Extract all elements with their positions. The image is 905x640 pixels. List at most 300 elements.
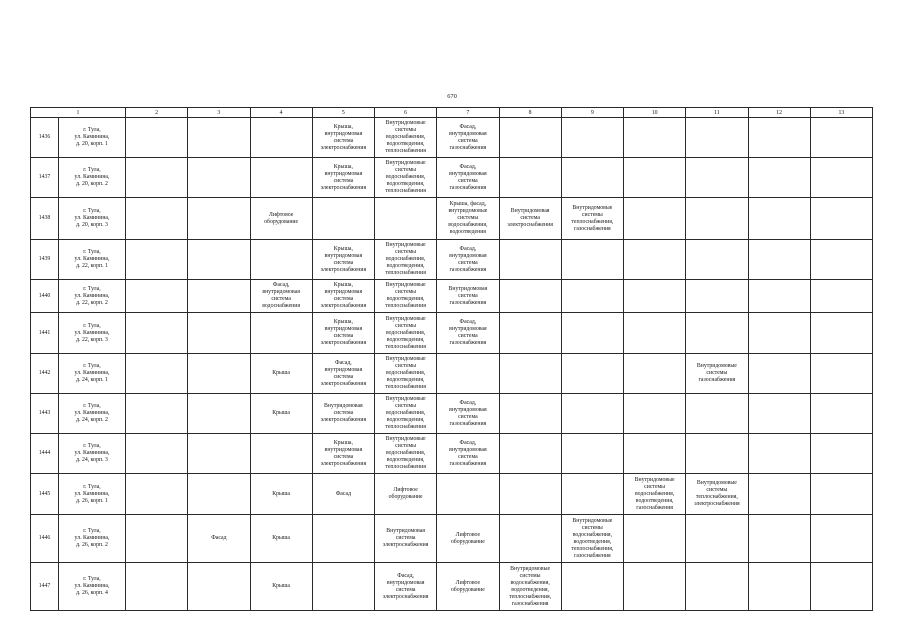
row-number: 1445 <box>31 474 59 515</box>
cell-line: теплоснабжения <box>385 148 426 154</box>
cell-line: системы <box>706 487 728 493</box>
cell-line: системы <box>581 211 603 218</box>
cell-col-10 <box>624 563 686 611</box>
cell-line: Крыша, <box>333 319 353 325</box>
cell-line: оборудование <box>388 494 423 500</box>
cell-line: Внутридомовые <box>385 160 426 166</box>
cell-line: газоснабжения <box>636 504 673 511</box>
cell-col-8 <box>499 118 561 158</box>
cell-line: теплоснабжения <box>385 464 426 470</box>
column-number-row <box>31 108 873 118</box>
cell-line: система <box>333 137 354 144</box>
cell-line: Внутридомовые <box>385 120 426 126</box>
cell-col-11 <box>686 240 748 280</box>
cell-line: внутридомовая <box>449 252 487 259</box>
cell-line: Внутридомовые <box>634 476 675 483</box>
cell-col-4 <box>250 240 312 280</box>
cell-col-6 <box>375 394 437 434</box>
column-header-2: 2 <box>126 108 188 118</box>
cell-col-7 <box>437 474 499 515</box>
cell-col-9 <box>561 394 623 434</box>
cell-col-7 <box>437 354 499 394</box>
cell-line: Фасад, <box>459 123 477 130</box>
cell-line: Фасад, <box>459 399 477 406</box>
address-line: д. 20, корп. 1 <box>76 141 108 147</box>
cell-line: оборудование <box>264 218 299 225</box>
cell-line: Крыша, <box>333 245 353 252</box>
cell-col-2 <box>126 240 188 280</box>
cell-line: система <box>458 453 478 460</box>
cell-line: теплоснабжения <box>385 270 426 276</box>
cell-line: электроснабжения <box>320 380 367 387</box>
cell-col-7 <box>437 118 499 158</box>
cell-line: водоотведения, <box>386 296 425 302</box>
cell-line: системы <box>395 167 417 173</box>
cell-col-5 <box>312 280 374 313</box>
cell-line: водоснабжения, <box>385 329 426 336</box>
cell-col-13 <box>810 394 872 434</box>
cell-col-13 <box>810 198 872 240</box>
cell-line: системы <box>395 289 417 295</box>
cell-line: внутридомовая <box>324 130 363 137</box>
cell-line: водоснабжения, <box>634 490 675 497</box>
cell-line: водоотведения, <box>386 336 425 343</box>
address-line: г. Тула, <box>83 127 101 133</box>
cell-col-10 <box>624 240 686 280</box>
cell-line: электроснабжения <box>320 460 367 467</box>
cell-col-9 <box>561 474 623 515</box>
cell-line: внутридомовая <box>449 446 487 453</box>
cell-col-12 <box>748 313 810 354</box>
cell-line: Внутридомовые <box>385 242 426 248</box>
cell-line: водоснабжения, <box>385 410 426 416</box>
address-line: ул. Каминина, <box>74 174 110 180</box>
cell-col-9 <box>561 240 623 280</box>
address-line: д. 26, корп. 2 <box>76 542 108 548</box>
cell-col-6 <box>375 354 437 394</box>
cell-col-3 <box>188 313 250 354</box>
cell-col-2 <box>126 563 188 611</box>
cell-line: электроснабжения <box>382 593 429 600</box>
table-row <box>31 515 873 563</box>
cell-line: оборудование <box>450 538 485 545</box>
row-number: 1447 <box>31 563 59 611</box>
cell-line: электроснабжения <box>382 542 429 548</box>
cell-line: Внутридомовые <box>510 565 551 572</box>
address-line: г. Тула, <box>83 483 101 490</box>
cell-line: внутридомовая <box>324 289 363 295</box>
cell-line: Внутридомовая <box>510 208 550 214</box>
column-header-9: 9 <box>561 108 623 118</box>
cell-line: Внутридомовые <box>385 356 426 362</box>
cell-line: теплоснабжения, <box>571 218 614 225</box>
cell-col-12 <box>748 434 810 474</box>
cell-col-10 <box>624 313 686 354</box>
table-row <box>31 563 873 611</box>
cell-col-8 <box>499 563 561 611</box>
column-header-5: 5 <box>312 108 374 118</box>
cell-col-7 <box>437 563 499 611</box>
cell-line: газоснабжения <box>449 420 487 427</box>
table-row <box>31 434 873 474</box>
cell-col-9 <box>561 158 623 198</box>
cell-line: водоотведения, <box>635 497 674 504</box>
cell-line: Крыша <box>272 490 290 497</box>
cell-col-4 <box>250 158 312 198</box>
row-number: 1436 <box>31 118 59 158</box>
table-row <box>31 118 873 158</box>
cell-col-5 <box>312 563 374 611</box>
cell-line: Внутридомовые <box>572 204 613 211</box>
cell-line: теплоснабжения <box>385 188 426 194</box>
cell-line: электроснабжения <box>320 340 367 346</box>
cell-col-9 <box>561 434 623 474</box>
cell-line: Фасад, <box>459 319 477 325</box>
cell-col-11 <box>686 313 748 354</box>
address-line: д. 24, корп. 2 <box>76 417 108 423</box>
cell-line: газоснабжения <box>449 460 487 467</box>
cell-line: система <box>395 535 416 541</box>
cell-col-12 <box>748 118 810 158</box>
cell-line: водоотведения, <box>573 538 612 545</box>
cell-col-13 <box>810 280 872 313</box>
cell-line: система <box>458 137 478 144</box>
column-header-13: 13 <box>810 108 872 118</box>
cell-line: Лифтовое <box>268 211 294 218</box>
address-line: ул. Каминина, <box>74 134 110 140</box>
cell-col-11 <box>686 280 748 313</box>
row-number: 1441 <box>31 313 59 354</box>
cell-line: Внутридомовые <box>385 436 426 442</box>
cell-col-5 <box>312 434 374 474</box>
cell-col-2 <box>126 118 188 158</box>
address-line: д. 22, корп. 1 <box>76 263 108 269</box>
cell-line: система <box>520 215 540 221</box>
cell-line: водоснабжения, <box>385 256 426 262</box>
column-header-12: 12 <box>748 108 810 118</box>
cell-col-2 <box>126 394 188 434</box>
address-line: ул. Каминина, <box>74 535 110 541</box>
cell-line: газоснабжения <box>511 600 549 607</box>
table-body <box>31 118 873 611</box>
column-header-6: 6 <box>375 108 437 118</box>
cell-line: внутридомовая <box>324 326 363 332</box>
cell-line: система <box>271 296 291 302</box>
cell-col-4 <box>250 118 312 158</box>
cell-line: водоотведения <box>449 229 486 235</box>
address-line: г. Тула, <box>83 322 101 329</box>
cell-col-10 <box>624 394 686 434</box>
cell-line: система <box>333 373 354 380</box>
cell-col-3 <box>188 118 250 158</box>
cell-col-4 <box>250 474 312 515</box>
cell-col-11 <box>686 394 748 434</box>
cell-col-4 <box>250 563 312 611</box>
cell-col-6 <box>375 474 437 515</box>
address-line: ул. Каминина, <box>74 410 110 416</box>
cell-line: Фасад, <box>459 245 477 252</box>
cell-col-10 <box>624 158 686 198</box>
cell-col-5 <box>312 313 374 354</box>
cell-col-7 <box>437 394 499 434</box>
address-line: ул. Каминина, <box>74 256 110 262</box>
cell-col-13 <box>810 313 872 354</box>
cell-col-11 <box>686 563 748 611</box>
cell-col-7 <box>437 280 499 313</box>
cell-col-6 <box>375 313 437 354</box>
address-line: д. 24, корп. 1 <box>76 377 108 383</box>
cell-line: электроснабжения <box>320 303 367 309</box>
cell-col-3 <box>188 198 250 240</box>
address-cell <box>59 280 126 313</box>
cell-col-7 <box>437 515 499 563</box>
cell-col-12 <box>748 394 810 434</box>
cell-col-2 <box>126 354 188 394</box>
cell-col-8 <box>499 515 561 563</box>
row-number: 1440 <box>31 280 59 313</box>
cell-col-6 <box>375 158 437 198</box>
cell-line: Лифтовое <box>455 531 481 538</box>
address-line: ул. Каминина, <box>74 215 110 221</box>
cell-col-8 <box>499 158 561 198</box>
cell-line: водоотведения, <box>386 457 425 463</box>
cell-col-3 <box>188 474 250 515</box>
cell-line: водоснабжения, <box>385 370 426 376</box>
cell-col-9 <box>561 198 623 240</box>
cell-col-12 <box>748 198 810 240</box>
cell-col-11 <box>686 198 748 240</box>
cell-col-8 <box>499 198 561 240</box>
address-cell <box>59 354 126 394</box>
cell-line: Внутридомовые <box>696 480 737 486</box>
cell-line: теплоснабжения <box>385 424 426 430</box>
cell-line: теплоснабжения, <box>571 545 614 552</box>
cell-col-8 <box>499 313 561 354</box>
cell-col-10 <box>624 354 686 394</box>
cell-line: электроснабжения <box>320 144 367 151</box>
cell-col-12 <box>748 280 810 313</box>
cell-col-7 <box>437 434 499 474</box>
cell-col-2 <box>126 434 188 474</box>
table-row <box>31 280 873 313</box>
address-line: г. Тула, <box>83 528 101 534</box>
table-row <box>31 198 873 240</box>
cell-col-4 <box>250 198 312 240</box>
cell-line: система <box>333 296 354 302</box>
cell-line: система <box>333 410 354 416</box>
cell-line: система <box>458 333 478 339</box>
address-cell <box>59 394 126 434</box>
cell-line: системы <box>581 524 603 531</box>
cell-line: внутридомовая <box>449 326 487 332</box>
repair-schedule-table <box>30 107 873 611</box>
cell-line: системы <box>706 370 728 376</box>
cell-line: Внутридомовые <box>385 315 426 322</box>
cell-line: газоснабжения <box>698 377 736 383</box>
cell-col-7 <box>437 240 499 280</box>
cell-col-7 <box>437 158 499 198</box>
cell-line: Фасад <box>335 490 352 497</box>
table-row <box>31 158 873 198</box>
address-line: ул. Каминина, <box>74 329 110 336</box>
cell-line: система <box>458 177 478 184</box>
row-number: 1437 <box>31 158 59 198</box>
cell-col-11 <box>686 474 748 515</box>
cell-line: Фасад <box>211 535 227 541</box>
row-number: 1439 <box>31 240 59 280</box>
address-line: г. Тула, <box>83 363 101 369</box>
cell-line: водоснабжения <box>262 303 301 309</box>
cell-col-12 <box>748 563 810 611</box>
cell-line: теплоснабжения <box>385 343 426 350</box>
address-line: д. 26, корп. 4 <box>76 590 108 596</box>
cell-line: внутридомовая <box>386 579 425 586</box>
address-line: г. Тула, <box>83 167 101 173</box>
cell-col-11 <box>686 515 748 563</box>
row-number: 1444 <box>31 434 59 474</box>
cell-col-11 <box>686 354 748 394</box>
cell-line: внутридомовая <box>324 446 363 453</box>
cell-line: внутридомовая <box>449 170 487 177</box>
cell-line: водоснабжения, <box>385 174 426 180</box>
address-line: г. Тула, <box>83 285 101 292</box>
address-cell <box>59 118 126 158</box>
cell-col-9 <box>561 313 623 354</box>
cell-col-13 <box>810 158 872 198</box>
address-line: г. Тула, <box>83 576 101 582</box>
cell-line: внутридомовая <box>262 289 300 295</box>
cell-line: газоснабжения <box>574 552 611 559</box>
cell-col-13 <box>810 434 872 474</box>
cell-line: системы <box>457 215 479 221</box>
column-header-3: 3 <box>188 108 250 118</box>
cell-line: Крыша, <box>333 282 353 288</box>
address-cell <box>59 563 126 611</box>
cell-line: Внутридомовые <box>572 517 613 524</box>
page-number: 670 <box>447 93 457 100</box>
cell-col-3 <box>188 158 250 198</box>
cell-col-6 <box>375 515 437 563</box>
table-row <box>31 474 873 515</box>
cell-col-3 <box>188 240 250 280</box>
cell-line: газоснабжения <box>449 184 487 191</box>
cell-line: система <box>458 413 478 420</box>
cell-col-2 <box>126 515 188 563</box>
cell-line: Фасад, <box>334 359 352 366</box>
cell-line: Крыша <box>272 535 290 541</box>
cell-line: газоснабжения <box>574 225 611 232</box>
address-line: ул. Каминина, <box>74 583 110 589</box>
cell-col-2 <box>126 198 188 240</box>
cell-line: газоснабжения <box>449 266 487 273</box>
cell-line: системы <box>395 363 417 369</box>
address-line: ул. Каминина, <box>74 450 110 456</box>
address-cell <box>59 474 126 515</box>
cell-line: Внутридомовые <box>385 396 426 402</box>
address-line: ул. Каминина, <box>74 370 110 376</box>
cell-line: Крыша <box>272 370 290 376</box>
cell-line: Крыша, фасад, <box>449 201 487 207</box>
cell-line: Внутридомовая <box>324 403 363 409</box>
cell-col-13 <box>810 563 872 611</box>
cell-col-6 <box>375 434 437 474</box>
cell-line: системы <box>395 322 417 329</box>
cell-line: Крыша, <box>333 439 353 446</box>
cell-line: электроснабжения <box>694 501 740 507</box>
cell-col-9 <box>561 118 623 158</box>
address-cell <box>59 434 126 474</box>
cell-col-6 <box>375 240 437 280</box>
cell-line: электроснабжения <box>320 184 367 191</box>
cell-line: Фасад, <box>272 282 290 288</box>
cell-col-2 <box>126 474 188 515</box>
cell-line: электроснабжения <box>507 222 553 228</box>
cell-line: система <box>458 292 478 299</box>
cell-col-3 <box>188 394 250 434</box>
cell-col-3 <box>188 280 250 313</box>
address-line: г. Тула, <box>83 249 101 255</box>
cell-line: Лифтовое <box>455 579 481 586</box>
cell-line: система <box>333 259 354 266</box>
cell-line: внутридомовая <box>324 170 363 177</box>
cell-col-5 <box>312 394 374 434</box>
address-line: д. 22, корп. 3 <box>76 336 108 343</box>
cell-col-5 <box>312 198 374 240</box>
cell-col-12 <box>748 240 810 280</box>
cell-line: система <box>333 177 354 184</box>
cell-col-11 <box>686 434 748 474</box>
table-row <box>31 394 873 434</box>
cell-line: Внутридомовые <box>385 282 426 288</box>
cell-col-2 <box>126 313 188 354</box>
cell-line: водоснабжения, <box>572 531 613 538</box>
cell-col-8 <box>499 354 561 394</box>
cell-col-4 <box>250 313 312 354</box>
table-row <box>31 313 873 354</box>
cell-col-6 <box>375 563 437 611</box>
column-header-7: 7 <box>437 108 499 118</box>
address-cell <box>59 158 126 198</box>
cell-col-8 <box>499 240 561 280</box>
cell-col-12 <box>748 158 810 198</box>
cell-col-4 <box>250 394 312 434</box>
cell-line: система <box>458 259 478 266</box>
cell-col-12 <box>748 474 810 515</box>
cell-col-10 <box>624 198 686 240</box>
cell-col-6 <box>375 118 437 158</box>
cell-col-2 <box>126 158 188 198</box>
column-header-11: 11 <box>686 108 748 118</box>
cell-col-12 <box>748 515 810 563</box>
cell-line: системы <box>519 572 541 579</box>
cell-col-8 <box>499 434 561 474</box>
cell-col-10 <box>624 515 686 563</box>
address-cell <box>59 240 126 280</box>
address-cell <box>59 198 126 240</box>
cell-col-4 <box>250 515 312 563</box>
column-header-8: 8 <box>499 108 561 118</box>
cell-line: водоснабжения, <box>510 579 550 586</box>
cell-line: водоотведения, <box>386 377 425 383</box>
cell-col-9 <box>561 515 623 563</box>
cell-col-7 <box>437 313 499 354</box>
cell-line: водоотведения, <box>386 141 425 147</box>
cell-line: Фасад, <box>397 572 415 579</box>
cell-col-9 <box>561 563 623 611</box>
address-line: д. 20, корп. 3 <box>76 222 108 228</box>
cell-line: системы <box>395 127 417 133</box>
cell-col-13 <box>810 354 872 394</box>
